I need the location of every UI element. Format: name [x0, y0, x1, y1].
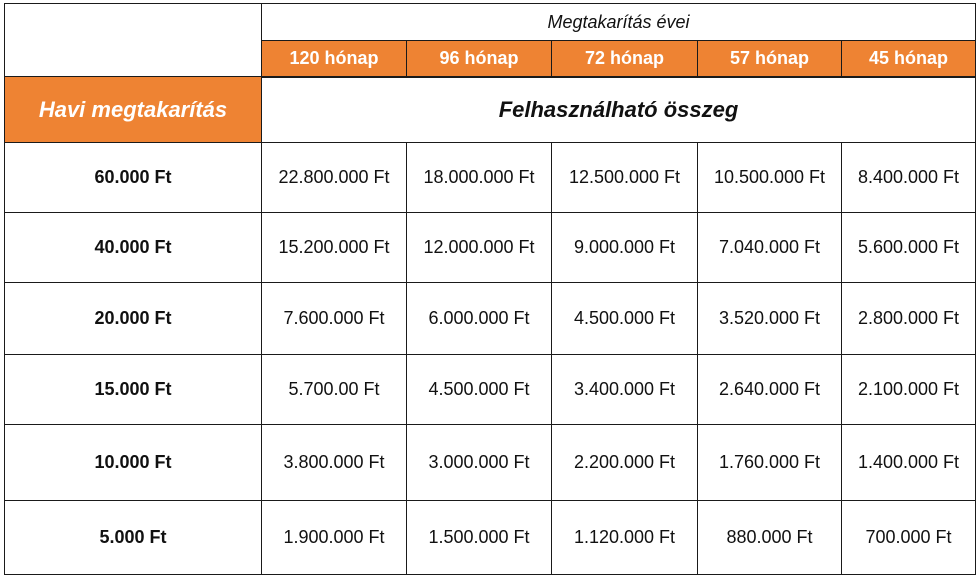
- value-cell: 5.600.000 Ft: [842, 213, 976, 283]
- row-header-monthly-savings: Havi megtakarítás: [5, 77, 262, 143]
- value-cell: 2.800.000 Ft: [842, 283, 976, 355]
- corner-blank-cell: [5, 4, 262, 77]
- value-cell: 3.400.000 Ft: [552, 355, 698, 425]
- value-cell: 8.400.000 Ft: [842, 143, 976, 213]
- table-row: [5, 355, 976, 425]
- value-cell: 4.500.000 Ft: [407, 355, 552, 425]
- value-cell: 1.500.000 Ft: [407, 500, 552, 574]
- monthly-amount-cell: 60.000 Ft: [5, 143, 262, 213]
- value-cell: 880.000 Ft: [698, 500, 842, 574]
- value-cell: 3.800.000 Ft: [262, 424, 407, 500]
- value-cell: 1.400.000 Ft: [842, 424, 976, 500]
- value-cell: 22.800.000 Ft: [262, 143, 407, 213]
- value-cell: 1.120.000 Ft: [552, 500, 698, 574]
- value-cell: 12.000.000 Ft: [407, 213, 552, 283]
- savings-table: [4, 3, 976, 575]
- table-row: [5, 143, 976, 213]
- years-header: Megtakarítás évei: [262, 4, 976, 41]
- value-cell: 18.000.000 Ft: [407, 143, 552, 213]
- value-cell: 2.200.000 Ft: [552, 424, 698, 500]
- period-header: 72 hónap: [552, 41, 698, 77]
- monthly-amount-cell: 15.000 Ft: [5, 355, 262, 425]
- value-cell: 3.520.000 Ft: [698, 283, 842, 355]
- period-header: 57 hónap: [698, 41, 842, 77]
- period-header: 120 hónap: [262, 41, 407, 77]
- monthly-amount-cell: 10.000 Ft: [5, 424, 262, 500]
- value-cell: 7.040.000 Ft: [698, 213, 842, 283]
- savings-table-container: [4, 3, 975, 575]
- value-cell: 700.000 Ft: [842, 500, 976, 574]
- period-header: 96 hónap: [407, 41, 552, 77]
- table-row: [5, 424, 976, 500]
- value-cell: 1.900.000 Ft: [262, 500, 407, 574]
- value-header-usable-amount: Felhasználható összeg: [262, 77, 976, 143]
- value-cell: 1.760.000 Ft: [698, 424, 842, 500]
- value-cell: 4.500.000 Ft: [552, 283, 698, 355]
- value-cell: 6.000.000 Ft: [407, 283, 552, 355]
- value-cell: 12.500.000 Ft: [552, 143, 698, 213]
- monthly-amount-cell: 5.000 Ft: [5, 500, 262, 574]
- value-cell: 10.500.000 Ft: [698, 143, 842, 213]
- value-cell: 2.100.000 Ft: [842, 355, 976, 425]
- table-row: [5, 213, 976, 283]
- value-cell: 2.640.000 Ft: [698, 355, 842, 425]
- monthly-amount-cell: 40.000 Ft: [5, 213, 262, 283]
- value-cell: 15.200.000 Ft: [262, 213, 407, 283]
- value-cell: 9.000.000 Ft: [552, 213, 698, 283]
- value-cell: 3.000.000 Ft: [407, 424, 552, 500]
- monthly-amount-cell: 20.000 Ft: [5, 283, 262, 355]
- table-row: [5, 283, 976, 355]
- value-cell: 7.600.000 Ft: [262, 283, 407, 355]
- period-header: 45 hónap: [842, 41, 976, 77]
- table-row: [5, 500, 976, 574]
- value-cell: 5.700.00 Ft: [262, 355, 407, 425]
